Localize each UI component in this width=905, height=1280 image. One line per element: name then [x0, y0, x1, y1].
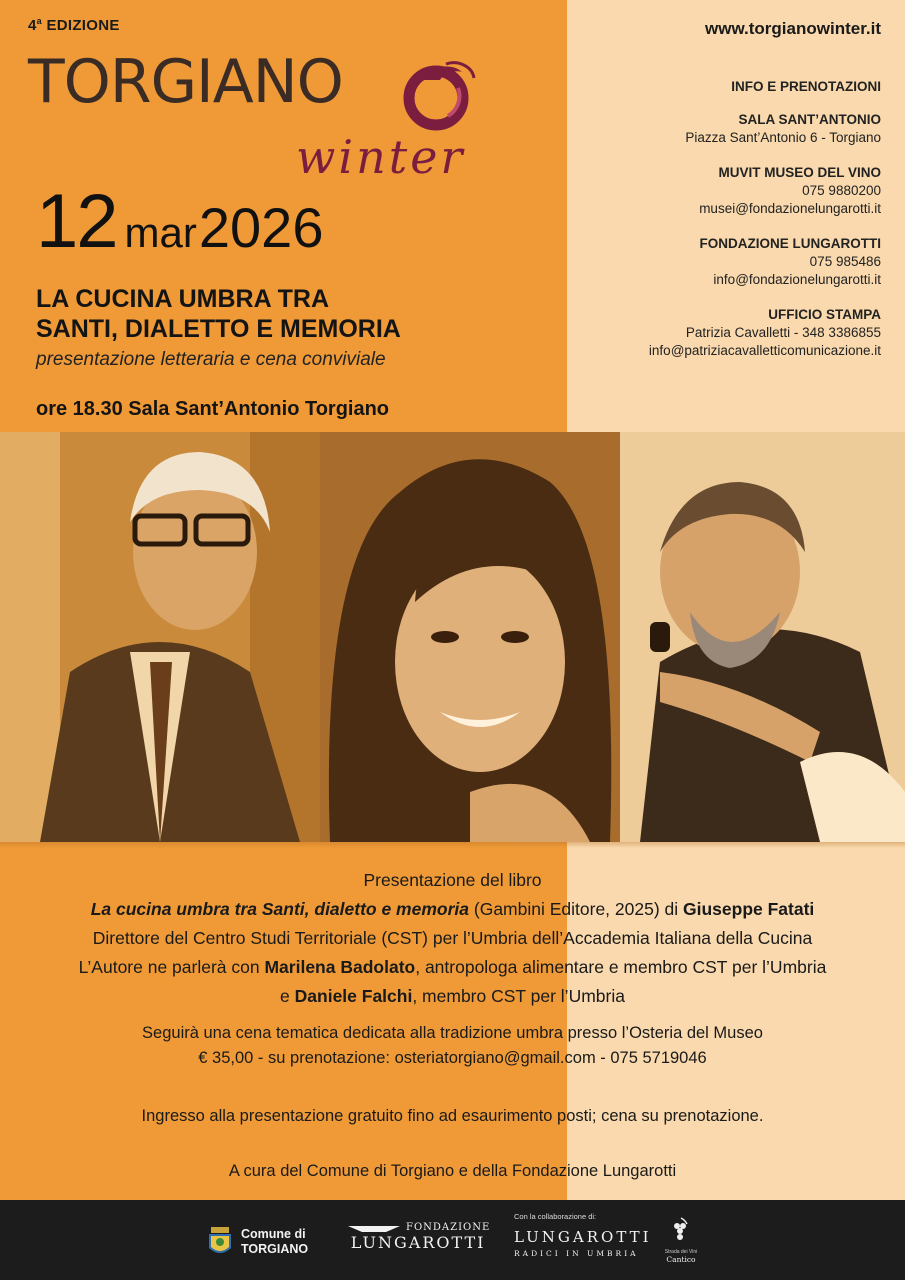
lungarotti-logo: LUNGAROTTI RADICI IN UMBRIA — [514, 1228, 652, 1258]
contact-ufficio-stampa: UFFICIO STAMPA Patrizia Cavalletti - 348 3386855 info@patriziacavalletticomunicazione.it — [648, 307, 881, 358]
website-link[interactable]: www.torgianowinter.it — [705, 19, 881, 38]
date-year: 2026 — [198, 196, 324, 259]
dinner-info: Seguirà una cena tematica dedicata alla tradizione umbra presso l’Osteria del Museo € 35,00 - su prenotazione: osteriatorgiano@gmail.com - 075 5719046 — [142, 1024, 763, 1067]
author-name: Giuseppe Fatati — [683, 899, 815, 919]
event-subtitle: presentazione letteraria e cena conviviale — [36, 349, 386, 370]
info-heading: INFO E PRENOTAZIONI — [731, 79, 881, 94]
photo-speaker-1 — [0, 432, 320, 842]
contact-sala: SALA SANT’ANTONIO Piazza Sant’Antonio 6 - Torgiano — [685, 112, 881, 145]
photo-shadow — [0, 842, 905, 848]
edition-label: 4$^a$ EDIZIONE — [28, 16, 120, 34]
date-month: mar — [124, 209, 197, 256]
grape-icon — [669, 1216, 693, 1244]
entry-note: Ingresso alla presentazione gratuito fino ad esaurimento posti; cena su prenotazione. — [141, 1107, 764, 1125]
sponsor-footer — [0, 1200, 905, 1280]
photo-speaker-2 — [320, 432, 620, 842]
fondazione-lungarotti-logo: FONDAZIONE LUNGAROTTI — [346, 1222, 490, 1252]
book-description: Presentazione del libro La cucina umbra tra Santi, dialetto e memoria (Gambini Editore, 2025) di Giuseppe Fatati Direttore del Centro Studi Territoriale (CST) per l’Umbria dell’Accademia Italiana della Cucina L’Autore ne parlerà con Marilena Badolato, antropologa alimentare e membro CST per l’Umbria e Daniele Falchi, membro CST per l’Umbria — [78, 870, 827, 1006]
strada-vini-logo: Strada dei Vini Cantico — [664, 1216, 698, 1264]
guest-1-name: Marilena Badolato — [264, 957, 416, 977]
event-date — [36, 179, 324, 264]
contact-muvit: MUVIT MUSEO DEL VINO 075 9880200 musei@fondazionelungarotti.it — [699, 165, 881, 216]
collab-label: Con la collaborazione di: — [514, 1212, 597, 1221]
contact-fondazione: FONDAZIONE LUNGAROTTI 075 985486 info@fondazionelungarotti.it — [699, 236, 881, 287]
date-day: 12 — [36, 179, 117, 264]
curated-by: A cura del Comune di Torgiano e della Fondazione Lungarotti — [228, 1162, 677, 1180]
photo-speaker-3 — [620, 432, 905, 842]
cup-icon — [346, 1224, 402, 1234]
book-title: La cucina umbra tra Santi, dialetto e memoria — [90, 899, 470, 919]
logo-torgiano: TORGIANO — [28, 47, 343, 117]
guest-2-name: Daniele Falchi — [294, 986, 413, 1006]
info-panel — [649, 78, 881, 377]
coat-of-arms-icon — [205, 1224, 235, 1260]
wine-swirl-icon — [400, 58, 478, 132]
speaker-photos — [0, 432, 905, 842]
comune-logo: Comune di TORGIANO — [205, 1224, 308, 1260]
logo-winter: winter — [296, 130, 466, 184]
event-time-place: ore 18.30 Sala Sant’Antonio Torgiano — [36, 398, 390, 420]
event-title: LA CUCINA UMBRA TRA SANTI, DIALETTO E MEMORIA — [36, 285, 401, 343]
